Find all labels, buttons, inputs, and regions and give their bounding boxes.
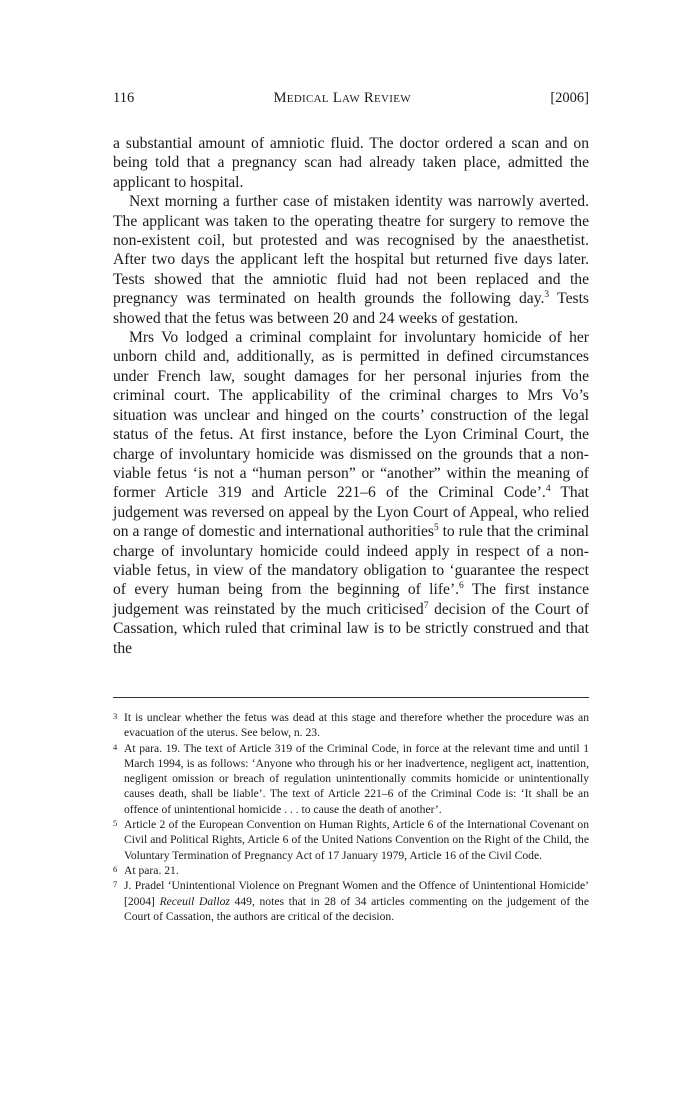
footnote-ref-3[interactable]: 3 bbox=[544, 290, 550, 301]
journal-title-initial-1: M bbox=[273, 90, 287, 106]
paragraph-3-text-c: to rule that the criminal charge of involuntary homicide could indeed apply in respect of a non-viable fetus, in view of the mandatory obligation to ‘guarantee the respect of every human being from the beginning of life’. bbox=[113, 523, 589, 599]
page-number: 116 bbox=[113, 90, 135, 106]
year: [2006] bbox=[550, 90, 589, 106]
paragraph-3 bbox=[113, 328, 589, 658]
journal-title-initial-3: R bbox=[364, 90, 375, 106]
running-header bbox=[113, 90, 589, 112]
journal-title-initial-2: L bbox=[332, 90, 343, 106]
footnote-journal-italic: Receuil Dalloz bbox=[159, 894, 230, 908]
footnote-3 bbox=[113, 710, 589, 741]
paragraph-1: a substantial amount of amniotic fluid. The doctor ordered a scan and on being told that a pregnancy scan had already taken place, admitted the applicant to hospital. bbox=[113, 135, 589, 191]
footnote-text: At para. 19. The text of Article 319 of the Criminal Code, in force at the relevant time and until 1 March 1994, is as follows: ‘Anyone who through his or her inadvertence, negligent act, inattention, negligent omission or breach of regulation unintentionally commits homicide or unintentionally causes death, shall be liable’. The text of Article 221–6 of the Criminal Code is: ‘It shall be an offence of unintentional homicide . . . to cause the death of another’. bbox=[124, 741, 589, 816]
journal-title bbox=[274, 90, 411, 107]
footnote-text-b: 449, notes that in 28 of 34 articles commenting on the judgement of the Court of Cassation, the authors are critical of the decision. bbox=[124, 894, 589, 923]
paragraph-2-text-a: Next morning a further case of mistaken identity was narrowly averted. The applicant was taken to the operating theatre for surgery to remove the non-existent coil, but protested and was recognised by the anaesthetist. After two days the applicant left the hospital but returned five days later. Tests showed that the amniotic fluid had not been replaced and the pregnancy was terminated on health grounds the following day. bbox=[113, 193, 589, 308]
footnote-number: 6 bbox=[113, 863, 118, 874]
paragraph-2-text-b: Tests showed that the fetus was between 20 and 24 weeks of gestation. bbox=[113, 290, 589, 327]
footnote-text: Article 2 of the European Convention on Human Rights, Article 6 of the International Covenant on Civil and Political Rights, Article 6 of the United Nations Convention on the Right of the Child, the Voluntary Termination of Pregnancy Act of 17 January 1979, Article 16 of the Civil Code. bbox=[124, 818, 589, 862]
footnotes bbox=[113, 710, 589, 924]
paragraph-3-text-a: Mrs Vo lodged a criminal complaint for involuntary homicide of her unborn child and, additionally, as is permitted in defined circumstances under French law, sought damages for her personal injuries from the criminal court. The applicability of the criminal charges to Mrs Vo’s situation was unclear and hinged on the courts’ construction of the legal status of the fetus. At first instance, before the Lyon Criminal Court, the charge of involuntary homicide was dismissed on the grounds that a non-viable fetus ‘is not a “human person” or “another” within the meaning of former Article 319 and Article 221–6 of the Criminal Code’. bbox=[113, 329, 589, 502]
page bbox=[113, 90, 589, 658]
footnote-number: 4 bbox=[113, 741, 118, 752]
journal-title-rest-1: EDICAL bbox=[286, 93, 329, 105]
footnote-4 bbox=[113, 741, 589, 817]
footnote-text: It is unclear whether the fetus was dead at this stage and therefore whether the procedure was an evacuation of the uterus. See below, n. 23. bbox=[124, 711, 589, 740]
footnote-ref-4[interactable]: 4 bbox=[545, 484, 551, 495]
footnote-ref-6[interactable]: 6 bbox=[459, 581, 464, 592]
footnote-7 bbox=[113, 878, 589, 924]
footnote-6 bbox=[113, 863, 589, 878]
journal-title-rest-2: AW bbox=[342, 93, 361, 105]
footnote-number: 5 bbox=[113, 818, 118, 829]
paragraph-3-text-b: That judgement was reversed on appeal by the Lyon Court of Appeal, who relied on a range of domestic and international authorities bbox=[113, 484, 589, 541]
footnote-divider bbox=[113, 697, 589, 698]
footnote-number: 7 bbox=[113, 879, 118, 890]
footnote-5 bbox=[113, 817, 589, 863]
paragraph-3-text-d: The first instance judgement was reinstated by the much criticised bbox=[113, 581, 589, 618]
body-text bbox=[113, 134, 589, 658]
footnote-ref-5[interactable]: 5 bbox=[433, 523, 439, 534]
footnote-number: 3 bbox=[113, 711, 118, 721]
footnote-text-a: J. Pradel ‘Unintentional Violence on Pregnant Women and the Offence of Unintentional Homicide’ [2004] bbox=[124, 879, 589, 908]
footnote-text: At para. 21. bbox=[124, 863, 179, 877]
paragraph-3-text-e: decision of the Court of Cassation, which ruled that criminal law is to be strictly construed and that the bbox=[113, 600, 589, 657]
journal-title-rest-3: EVIEW bbox=[374, 93, 411, 105]
paragraph-2 bbox=[113, 192, 589, 328]
footnote-ref-7[interactable]: 7 bbox=[423, 600, 429, 611]
